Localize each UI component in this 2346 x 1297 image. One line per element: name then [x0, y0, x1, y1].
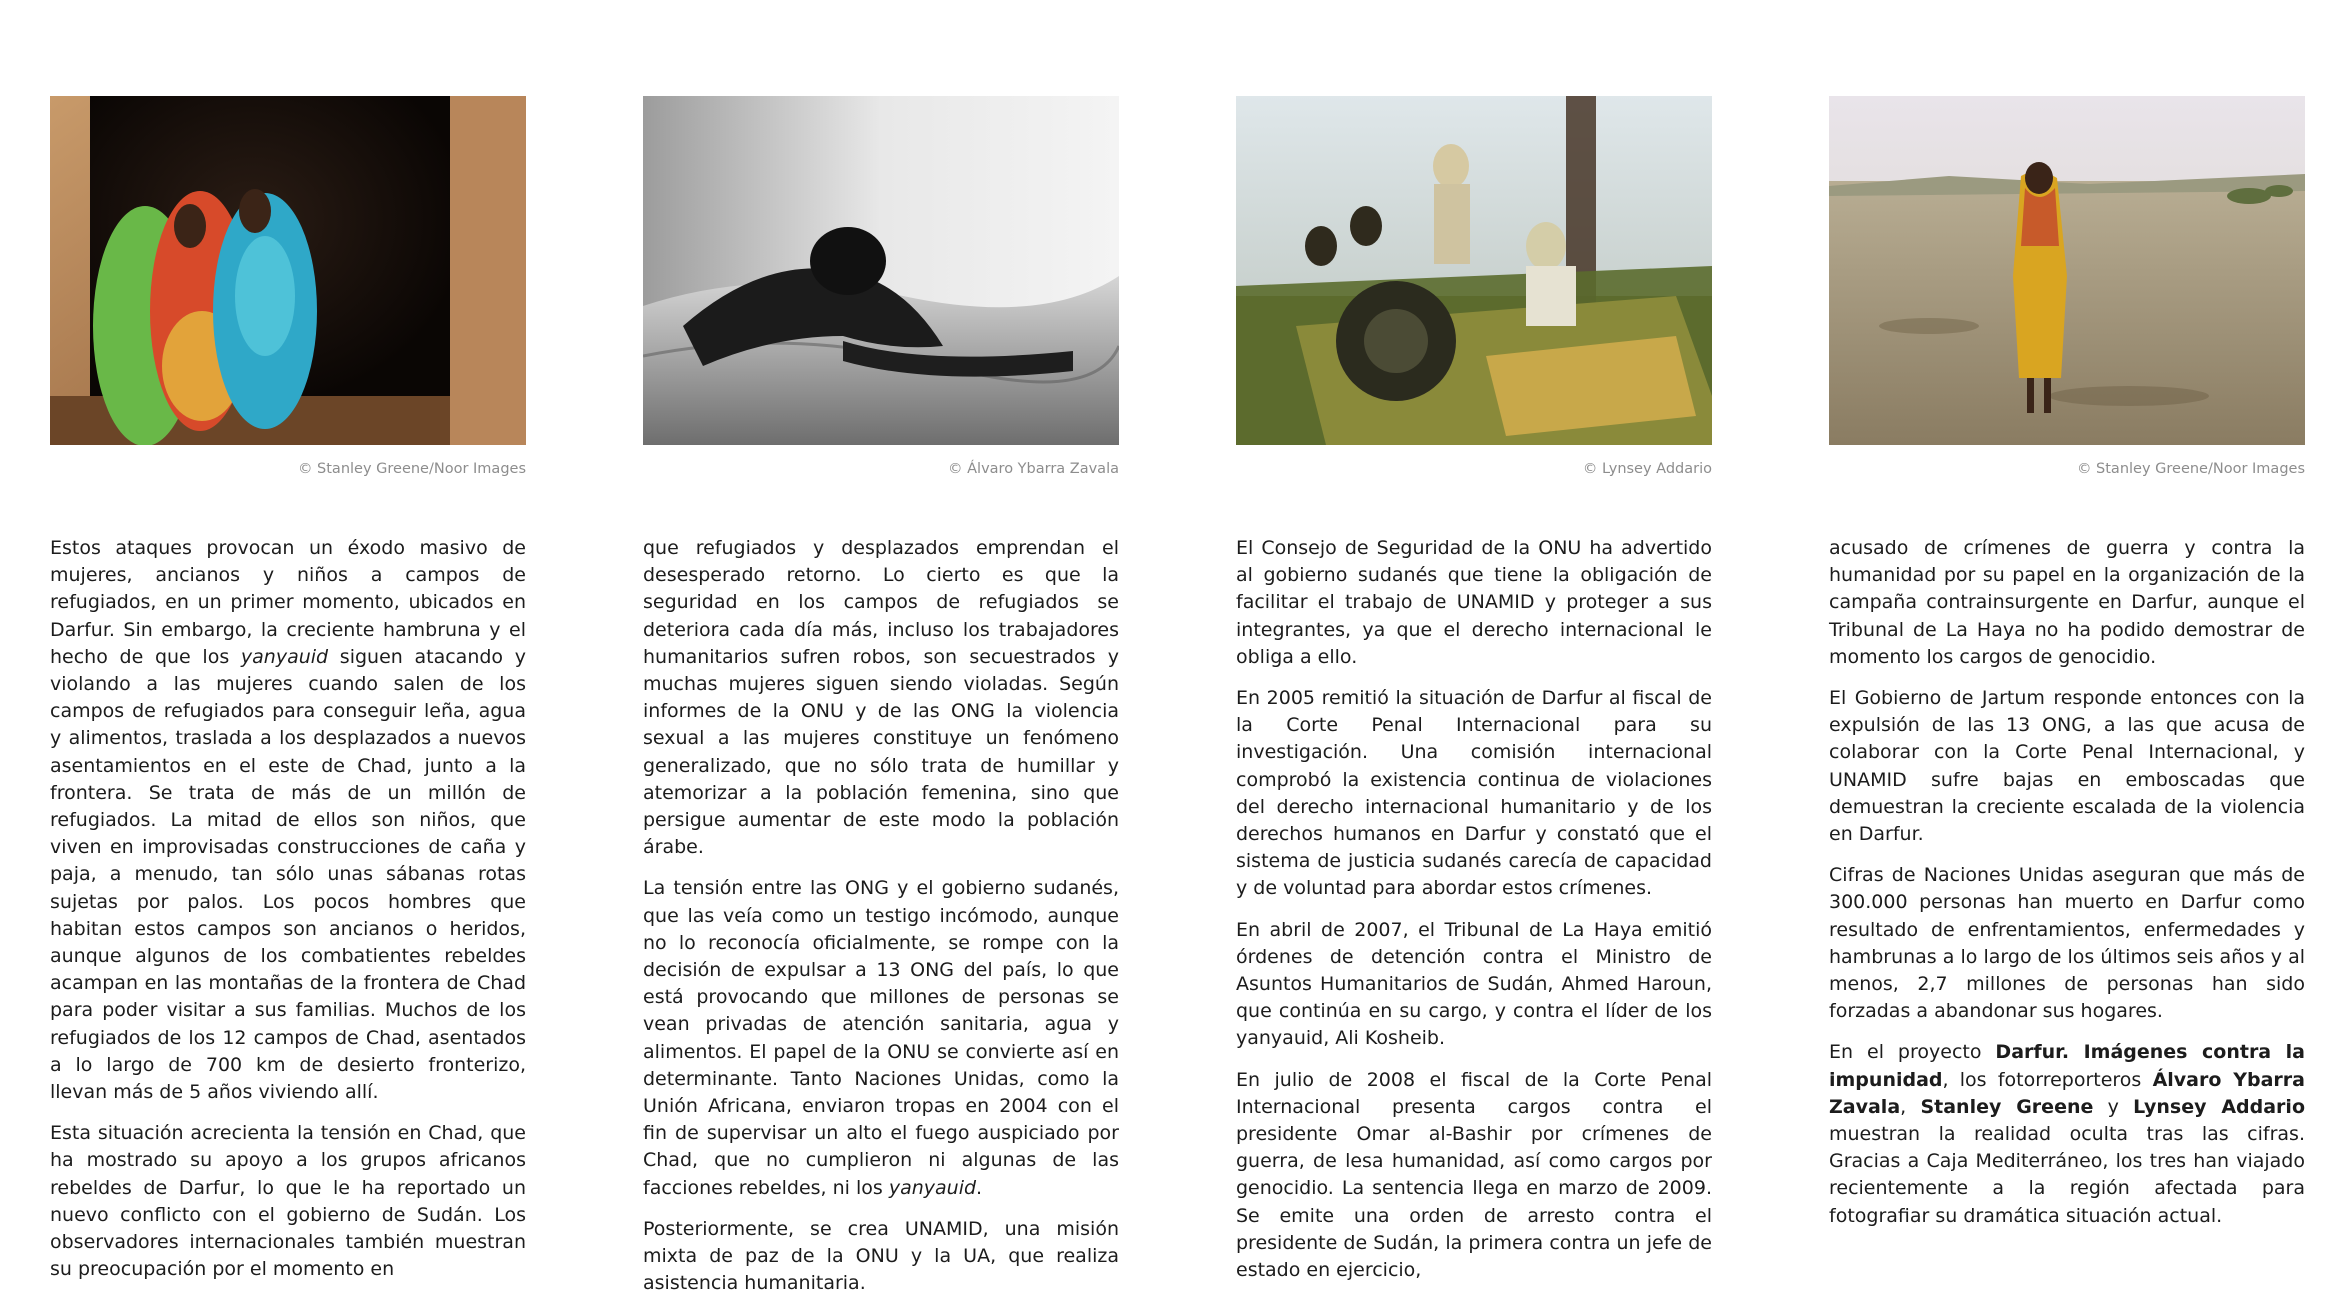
paragraph: La tensión entre las ONG y el gobierno sudanés, que las veía como un testigo incómodo, aunque no lo reconocía oficialmente, se rompe con la decisión de expulsar a 13 ONG del país, lo que está provocando que millones de personas se vean privadas de atención sanitaria, agua y alimentos. El papel de la ONU se convierte así en determinante. Tanto Naciones Unidas, como la Unión Africana, enviaron tropas en 2004 con el fin de supervisar un alto el fuego auspiciado por Chad, que no cumplieron ni algunas de las facciones rebeldes, ni los yanyauid. — [643, 877, 1119, 1199]
photo-armed-truck — [1236, 96, 1712, 445]
article-text — [1236, 535, 1712, 1284]
paragraph: Posteriormente, se crea UNAMID, una misión mixta de paz de la ONU y la UA, que realiza asistencia humanitaria. — [643, 1217, 1119, 1295]
paragraph: En el proyecto Darfur. Imágenes contra la impunidad, los fotorreporteros Álvaro Ybarra Zavala, Stanley Greene y Lynsey Addario muestran la realidad oculta tras las cifras. Gracias a Caja Mediterráneo, los tres han viajado recientemente a la región afectada para fotografiar su dramática situación actual. — [1829, 1041, 2305, 1227]
column-3 — [1236, 96, 1712, 1284]
photo-credit: © Stanley Greene/Noor Images — [297, 461, 526, 477]
paragraph: Cifras de Naciones Unidas aseguran que más de 300.000 personas han muerto en Darfur como resultado de enfrentamientos, enfermedades y hambrunas a lo largo de los últimos seis años y al menos, 2,7 millones de personas han sido forzadas a abandonar sus hogares. — [1829, 864, 2305, 1023]
column-1 — [50, 96, 526, 1283]
photo-credit: © Lynsey Addario — [1582, 461, 1712, 477]
paragraph: En julio de 2008 el fiscal de la Corte Penal Internacional presenta cargos contra el presidente Omar al-Bashir por crímenes de guerra, de lesa humanidad, así como cargos por genocidio. La sentencia llega en marzo de 2009. Se emite una orden de arresto contra el presidente de Sudán, la primera contra un jefe de estado en ejercicio, — [1236, 1068, 1712, 1282]
photo-woman-in-desert — [1829, 96, 2305, 445]
paragraph: En abril de 2007, el Tribunal de La Haya emitió órdenes de detención contra el Ministro de Asuntos Humanitarios de Sudán, Ahmed Haroun, que continúa en su cargo, y contra el líder de los yanyauid, Ali Kosheib. — [1236, 918, 1712, 1050]
photo-boy-on-bed — [643, 96, 1119, 445]
paragraph: Esta situación acrecienta la tensión en Chad, que ha mostrado su apoyo a los grupos africanos rebeldes de Darfur, lo que le ha reportado un nuevo conflicto con el gobierno de Sudán. Los observadores internacionales también muestran su preocupación por el momento en — [50, 1122, 526, 1281]
article-text — [1829, 535, 2305, 1230]
paragraph: acusado de crímenes de guerra y contra la humanidad por su papel en la organización de la campaña contrainsurgente en Darfur, aunque el Tribunal de La Haya no ha podido demostrar de momento los cargos de genocidio. — [1829, 537, 2305, 668]
column-2 — [643, 96, 1119, 1297]
column-4 — [1829, 96, 2305, 1230]
article-text — [50, 535, 526, 1283]
paragraph: que refugiados y desplazados emprendan el desesperado retorno. Lo cierto es que la seguridad en los campos de refugiados se deteriora cada día más, incluso los trabajadores humanitarios sufren robos, son secuestrados y muchas mujeres siguen siendo violadas. Según informes de la ONU y de las ONG la violencia sexual a las mujeres constituye un fenómeno generalizado, que no sólo trata de humillar y atemorizar a la población femenina, sino que persigue aumentar de este modo la población árabe. — [643, 537, 1119, 859]
paragraph: Estos ataques provocan un éxodo masivo de mujeres, ancianos y niños a campos de refugiados, en un primer momento, ubicados en Darfur. Sin embargo, la creciente hambruna y el hecho de que los yanyauid siguen atacando y violando a las mujeres cuando salen de los campos de refugiados para conseguir leña, agua y alimentos, traslada a los desplazados a nuevos asentamientos en el este de Chad, junto a la frontera. Se trata de más de un millón de refugiados. La mitad de ellos son niños, que viven en improvisadas construcciones de caña y paja, a menudo, tan sólo unas sábanas rotas sujetas por palos. Los pocos hombres que habitan estos campos son ancianos o heridos, aunque algunos de los combatientes rebeldes acampan en las montañas de la frontera de Chad para poder visitar a sus familias. Muchos de los refugiados de los 12 campos de Chad, asentados a lo largo de 700 km de desierto fronterizo, llevan más de 5 años viviendo allí. — [50, 537, 526, 1104]
article-text — [643, 535, 1119, 1297]
paragraph: El Consejo de Seguridad de la ONU ha advertido al gobierno sudanés que tiene la obligación de facilitar el trabajo de UNAMID y proteger a sus integrantes, ya que el derecho internacional le obliga a ello. — [1236, 537, 1712, 668]
paragraph: El Gobierno de Jartum responde entonces con la expulsión de las 13 ONG, a las que acusa de colaborar con la Corte Penal Internacional, y UNAMID sufre bajas en emboscadas que demuestran la creciente escalada de la violencia en Darfur. — [1829, 687, 2305, 846]
photo-credit: © Álvaro Ybarra Zavala — [948, 461, 1119, 477]
paragraph: En 2005 remitió la situación de Darfur al fiscal de la Corte Penal Internacional para su investigación. Una comisión internacional comprobó la existencia continua de violaciones del derecho internacional humanitario y de los derechos humanos en Darfur y constató que el sistema de justicia sudanés carecía de capacidad y de voluntad para abordar estos crímenes. — [1236, 687, 1712, 900]
photo-credit: © Stanley Greene/Noor Images — [2076, 461, 2305, 477]
photo-women-in-doorway — [50, 96, 526, 445]
